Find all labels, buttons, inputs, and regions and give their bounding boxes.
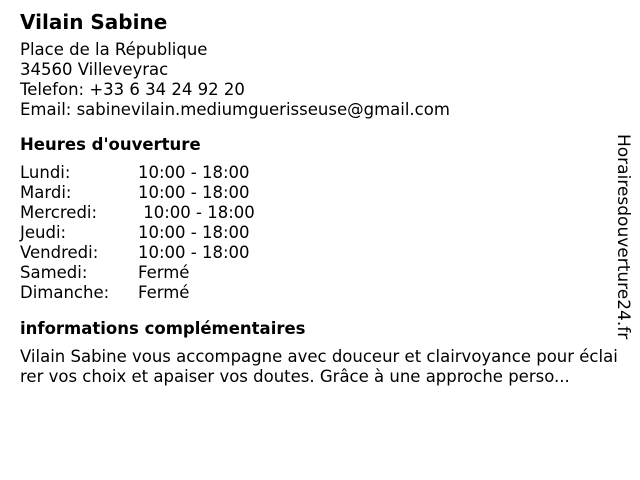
hours-row-tuesday (20, 183, 610, 203)
business-name: Vilain Sabine (20, 10, 168, 34)
hours-time: 10:00 - 18:00 (138, 203, 255, 222)
hours-time: Fermé (138, 263, 190, 282)
city-address: 34560 Villeveyrac (20, 60, 169, 79)
hours-day: Mardi: (20, 183, 72, 202)
additional-info-text: Vilain Sabine vous accompagne avec douceur et clairvoyance pour éclairer vos choix et apaiser vos doutes. Grâce à une approche perso... (20, 347, 618, 386)
hours-row-friday (20, 243, 610, 263)
hours-row-thursday (20, 223, 610, 243)
hours-time: Fermé (138, 283, 190, 302)
hours-time: 10:00 - 18:00 (138, 243, 250, 262)
site-watermark: Horairesdouverture24.fr (613, 134, 633, 340)
hours-time: 10:00 - 18:00 (138, 163, 250, 182)
hours-time: 10:00 - 18:00 (138, 183, 250, 202)
hours-day: Lundi: (20, 163, 71, 182)
email-line: Email: sabinevilain.mediumguerisseuse@gmail.com (20, 100, 450, 119)
hours-day: Jeudi: (20, 223, 67, 242)
business-card (20, 10, 618, 387)
hours-day: Samedi: (20, 263, 88, 282)
hours-day: Dimanche: (20, 283, 110, 302)
hours-time: 10:00 - 18:00 (138, 223, 250, 242)
opening-hours-list (20, 163, 610, 303)
hours-row-wednesday (20, 203, 610, 223)
street-address: Place de la République (20, 40, 208, 59)
phone-line: Telefon: +33 6 34 24 92 20 (20, 80, 245, 99)
hours-row-monday (20, 163, 610, 183)
hours-day: Vendredi: (20, 243, 99, 262)
hours-day: Mercredi: (20, 203, 98, 222)
hours-row-sunday (20, 283, 610, 303)
additional-info-heading: informations complémentaires (20, 319, 306, 338)
hours-row-saturday (20, 263, 610, 283)
opening-hours-heading: Heures d'ouverture (20, 135, 201, 154)
